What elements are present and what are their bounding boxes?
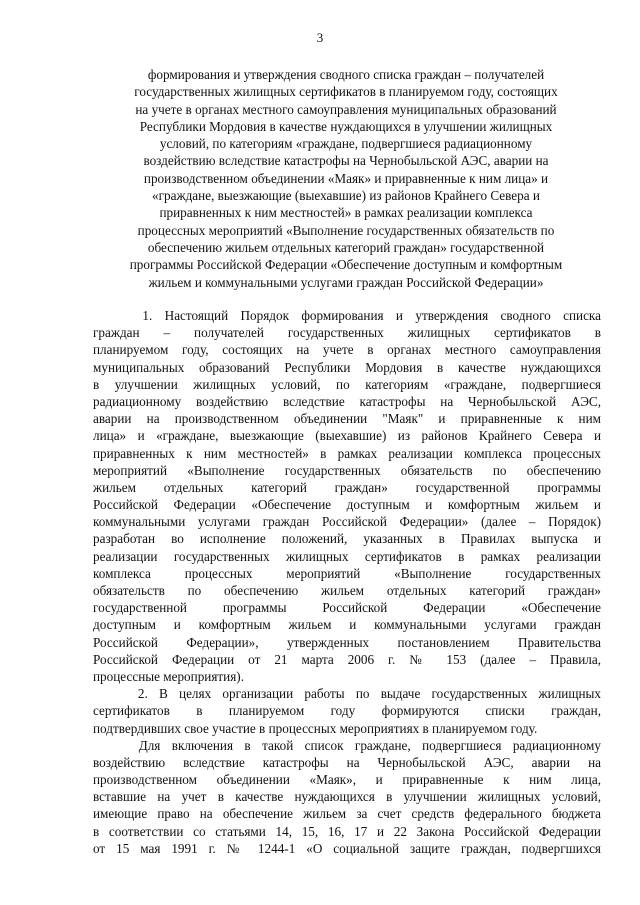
heading-line: процессных мероприятий «Выполнение государственных обязательств по (137, 222, 555, 238)
paragraph-line: планируемом году, состоящих на учете в органах местного самоуправления (93, 342, 601, 358)
heading-line: на учете в органах местного самоуправления муниципальных образований (135, 101, 557, 117)
paragraph-line: в соответствии со статьями 14, 15, 16, 17 и 22 Закона Российской Федерации (93, 823, 601, 839)
paragraph-line: разработан во исполнение положений, указанных в Правилах выпуска и (93, 531, 601, 547)
heading-line: государственных жилищных сертификатов в планируемом году, состоящих (134, 84, 558, 100)
paragraph-3 (93, 737, 601, 857)
heading-line: приравненных к ним местностей» в рамках реализации комплекса (159, 205, 533, 221)
heading-line: Республики Мордовия в качестве нуждающихся в улучшении жилищных (139, 118, 553, 134)
paragraph-line: 2. В целях организации работы по выдаче государственных жилищных (93, 686, 601, 702)
paragraph-line: сертификатов в планируемом году формируются списки граждан, (93, 703, 601, 719)
paragraph-line: процессные мероприятия). (93, 668, 244, 684)
heading-line: воздействию вследствие катастрофы на Чернобыльской АЭС, аварии на (143, 153, 549, 169)
paragraph-line: коммунальными услугами граждан Российской Федерации» (далее – Порядок) (93, 514, 601, 530)
paragraph-line: обязательств по обеспечению жильем отдельных категорий граждан» (93, 583, 601, 598)
paragraph-line: Российской Федерации «Обеспечение доступным и комфортным жильем и (93, 497, 601, 513)
document-body (93, 307, 601, 857)
heading-line: программы Российской Федерации «Обеспечение доступным и комфортным (129, 257, 563, 273)
paragraph-line: доступным и комфортным жильем и коммунальными услугами граждан (93, 617, 601, 633)
paragraph-line: мероприятий «Выполнение государственных обязательств по обеспечению (93, 462, 601, 478)
paragraph-line: приравненных к ним местностей» в рамках реализации комплекса процессных (93, 445, 601, 461)
heading-line: производственном объединении «Маяк» и приравненные к ним лица» и (143, 170, 549, 186)
paragraph-line: Российской Федерации», утвержденных постановлением Правительства (93, 634, 601, 650)
paragraph-line: муниципальных образований Республики Мордовия в качестве нуждающихся (93, 359, 601, 375)
heading-line: жильем и коммунальными услугами граждан Российской Федерации» (148, 274, 544, 290)
document-heading (96, 66, 596, 291)
paragraph-line: государственной программы Российской Федерации «Обеспечение (93, 600, 601, 616)
paragraph-line: реализации государственных жилищных сертификатов в рамках реализации (93, 548, 601, 564)
page-number: 3 (316, 30, 324, 45)
paragraph-line: вставшие на учет в качестве нуждающихся в улучшении жилищных условий, (93, 789, 601, 805)
paragraph-2 (93, 685, 601, 737)
paragraph-line: 1. Настоящий Порядок формирования и утверждения сводного списка (93, 308, 601, 323)
heading-line: формирования и утверждения сводного списка граждан – получателей (147, 67, 545, 82)
heading-line: обеспечению жильем отдельных категорий граждан» государственной (147, 239, 545, 255)
paragraph-line: жильем отдельных категорий граждан» государственной программы (93, 479, 601, 495)
paragraph-1 (93, 307, 601, 685)
paragraph-line: от 15 мая 1991 г. № 1244-1 «О социальной защите граждан, подвергшихся (93, 840, 601, 856)
paragraph-line: лица» и «граждане, выезжающие (выехавшие) из районов Крайнего Севера и (93, 428, 601, 444)
paragraph-line: в улучшении жилищных условий, по категориям «граждане, подвергшиеся (93, 376, 601, 392)
paragraph-line: имеющие право на обеспечение жильем за счет средств федерального бюджета (93, 806, 601, 822)
heading-line: «граждане, выезжающие (выехавшие) из районов Крайнего Севера и (152, 188, 540, 204)
paragraph-line: аварии на производственном объединении "Маяк" и приравненные к ним (93, 411, 601, 427)
paragraph-line: комплекса процессных мероприятий «Выполнение государственных (93, 565, 601, 581)
paragraph-line: Для включения в такой список граждане, подвергшиеся радиационному (93, 737, 601, 753)
paragraph-line: Российской Федерации от 21 марта 2006 г. № 153 (далее – Правила, (93, 651, 601, 667)
paragraph-line: воздействию вследствие катастрофы на Чернобыльской АЭС, аварии на (93, 754, 601, 770)
paragraph-line: радиационному воздействию вследствие катастрофы на Чернобыльской АЭС, (93, 393, 601, 409)
paragraph-line: подтвердивших свое участие в процессных мероприятиях в планируемом году. (93, 720, 538, 736)
paragraph-line: производственном объединении «Маяк», и приравненные к ним лица, (93, 772, 601, 788)
heading-line: условий, по категориям «граждане, подвергшиеся радиационному (159, 136, 533, 152)
paragraph-line: граждан – получателей государственных жилищных сертификатов в (93, 325, 601, 341)
